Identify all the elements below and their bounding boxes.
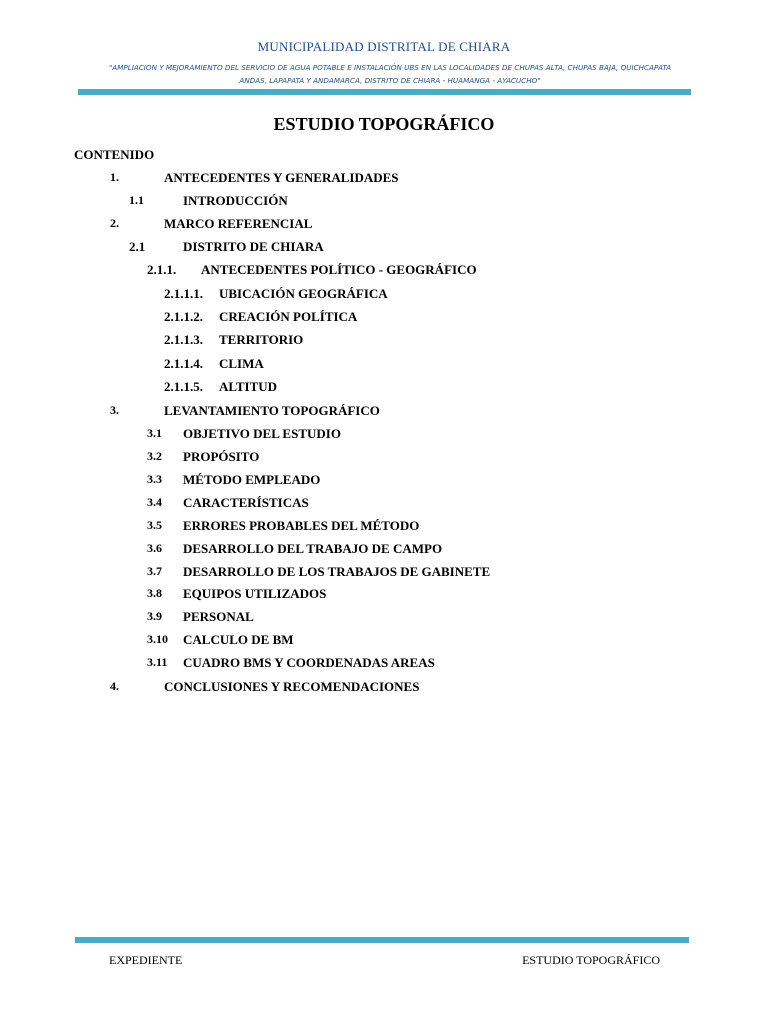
toc-entry-title: MÉTODO EMPLEADO [183,472,321,487]
footer-rule [75,937,689,943]
toc-entry[interactable] [0,495,768,513]
toc-entry[interactable] [0,679,768,697]
toc-entry-number: 3.3 [147,472,162,486]
toc-entry-title: MARCO REFERENCIAL [164,216,313,231]
footer-left-label: EXPEDIENTE [109,953,183,967]
toc-entry[interactable] [0,426,768,444]
toc-entry-title: INTRODUCCIÓN [183,193,288,208]
toc-entry[interactable] [0,403,768,421]
header-subtitle: "AMPLIACION Y MEJORAMIENTO DEL SERVICIO DE AGUA POTABLE E INSTALACIÓN UBS EN LAS LOCALIDADES DE CHUPAS ALTA, CHUPAS BAJA, QUICHCAPATA ANDAS, LAPAPATA Y ANDAMARCA, DISTRITO DE CHIARA - HUAMANGA - AYACUCHO" [108,63,671,85]
toc-entry-title: CREACIÓN POLÍTICA [219,309,358,324]
toc-entry-title: PROPÓSITO [183,449,260,464]
toc-entry[interactable] [0,518,768,536]
toc-entry-number: 3.1 [147,426,162,440]
toc-entry-title: DISTRITO DE CHIARA [183,239,324,254]
toc-entry[interactable] [0,541,768,559]
toc-entry-number: 3.6 [147,541,162,555]
toc-entry-number: 2. [110,216,119,230]
toc-entry[interactable] [0,356,768,374]
toc-entry[interactable] [0,609,768,627]
toc-entry-number: 3.9 [147,609,162,623]
toc-entry-title: OBJETIVO DEL ESTUDIO [183,426,341,441]
header-rule [78,89,691,95]
toc-entry[interactable] [0,170,768,188]
toc-entry-number: 2.1.1.1. [164,286,203,301]
toc-entry-title: PERSONAL [183,609,254,624]
toc-entry-number: 2.1.1.5. [164,379,203,394]
toc-entry-number: 3. [110,403,119,417]
toc-entry-number: 3.7 [147,564,162,578]
toc-entry[interactable] [0,472,768,490]
toc-entry[interactable] [0,262,768,280]
toc-entry-number: 3.4 [147,495,162,509]
toc-entry[interactable] [0,286,768,304]
toc-entry-number: 3.11 [147,655,168,669]
toc-entry-title: LEVANTAMIENTO TOPOGRÁFICO [164,403,380,418]
toc-entry-title: DESARROLLO DEL TRABAJO DE CAMPO [183,541,443,556]
toc-entry-number: 3.5 [147,518,162,532]
toc-entry[interactable] [0,564,768,582]
toc-entry[interactable] [0,239,768,257]
toc-entry[interactable] [0,379,768,397]
toc-entry-title: ANTECEDENTES POLÍTICO - GEOGRÁFICO [201,262,477,277]
toc-entry[interactable] [0,309,768,327]
toc-heading: CONTENIDO [74,147,155,162]
toc-entry-number: 2.1.1. [147,262,177,277]
footer-right-label: ESTUDIO TOPOGRÁFICO [522,953,660,967]
toc-entry-title: CALCULO DE BM [183,632,294,647]
toc-entry-number: 3.2 [147,449,162,463]
toc-entry-title: ERRORES PROBABLES DEL MÉTODO [183,518,420,533]
toc-entry-title: ALTITUD [219,379,278,394]
toc-entry-number: 2.1.1.4. [164,356,203,371]
toc-entry[interactable] [0,332,768,350]
toc-entry[interactable] [0,632,768,650]
toc-entry-title: TERRITORIO [219,332,304,347]
toc-entry-title: CARACTERÍSTICAS [183,495,309,510]
toc-entry-title: CONCLUSIONES Y RECOMENDACIONES [164,679,420,694]
toc-entry-title: DESARROLLO DE LOS TRABAJOS DE GABINETE [183,564,491,579]
document-title: ESTUDIO TOPOGRÁFICO [273,114,495,134]
toc-entry[interactable] [0,586,768,604]
toc-entry-title: CLIMA [219,356,264,371]
toc-entry-number: 1.1 [129,193,144,207]
toc-entry-number: 2.1.1.3. [164,332,203,347]
toc-entry-number: 1. [110,170,119,184]
header-title: MUNICIPALIDAD DISTRITAL DE CHIARA [257,39,511,54]
toc-entry-title: ANTECEDENTES Y GENERALIDADES [164,170,399,185]
toc-entry-number: 4. [110,679,119,693]
toc-entry[interactable] [0,655,768,673]
toc-entry[interactable] [0,193,768,211]
toc-entry-title: UBICACIÓN GEOGRÁFICA [219,286,388,301]
toc-entry-number: 2.1.1.2. [164,309,203,324]
toc-entry-number: 3.8 [147,586,162,600]
toc-entry-title: CUADRO BMS Y COORDENADAS AREAS [183,655,435,670]
toc-entry-number: 2.1 [129,239,146,254]
toc-entry-number: 3.10 [147,632,168,646]
toc-entry[interactable] [0,216,768,234]
toc-entry-title: EQUIPOS UTILIZADOS [183,586,327,601]
toc-entry[interactable] [0,449,768,467]
